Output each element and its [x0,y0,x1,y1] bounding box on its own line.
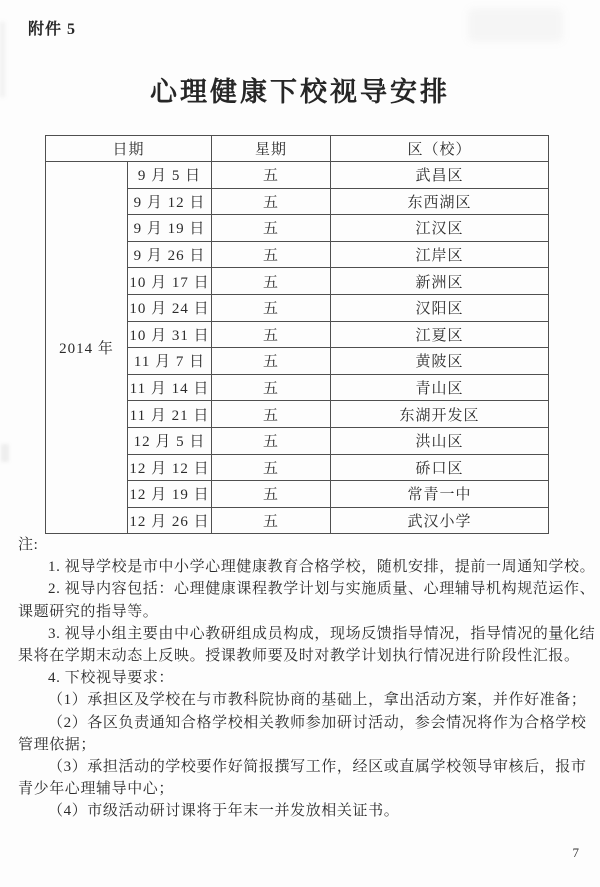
date-cell: 10 月 17 日 [128,268,212,295]
district-cell: 洪山区 [331,427,549,454]
note-line-3: 3. 视导小组主要由中心教研组成员构成，现场反馈指导情况，指导情况的量化结 [48,625,596,642]
column-header-district: 区（校） [331,136,549,162]
note-requirement-3-cont: 青少年心理辅导中心； [18,781,175,798]
note-line-2-cont: 课题研究的指导等。 [18,603,159,620]
weekday-cell: 五 [212,294,331,321]
district-cell: 东湖开发区 [331,401,549,428]
note-requirement-1: （1）承担区及学校在与市教科院协商的基础上，拿出活动方案，并作好准备； [48,692,587,709]
note-requirement-3: （3）承担活动的学校要作好简报撰写工作，经区或直属学校领导审核后，报市 [48,758,587,775]
weekday-cell: 五 [212,215,331,242]
page-title: 心理健康下校视导安排 [150,77,450,107]
note-line-3-cont: 果将在学期末动态上反映。授课教师要及时对教学计划执行情况进行阶段性汇报。 [18,647,580,664]
column-header-weekday: 星期 [212,136,331,162]
district-cell: 硚口区 [331,454,549,481]
district-cell: 新洲区 [331,268,549,295]
notes-section [18,534,596,822]
note-requirement-2-cont: 管理依据； [18,736,97,753]
date-cell: 12 月 26 日 [128,507,212,534]
district-cell: 青山区 [331,374,549,401]
district-cell: 武汉小学 [331,507,549,534]
weekday-cell: 五 [212,268,331,295]
district-cell: 黄陂区 [331,348,549,375]
scan-artifact [468,8,563,42]
date-cell: 10 月 24 日 [128,294,212,321]
date-cell: 11 月 7 日 [128,348,212,375]
note-line-4: 4. 下校视导要求： [48,670,175,687]
district-cell: 江汉区 [331,215,549,242]
date-cell: 9 月 5 日 [128,162,212,189]
weekday-cell: 五 [212,241,331,268]
table-header-row [46,136,549,162]
note-label: 注: [18,537,39,553]
weekday-cell: 五 [212,348,331,375]
date-cell: 9 月 12 日 [128,188,212,215]
note-line-1: 1. 视导学校是市中小学心理健康教育合格学校，随机安排，提前一周通知学校。 [48,559,596,576]
district-cell: 江夏区 [331,321,549,348]
weekday-cell: 五 [212,321,331,348]
weekday-cell: 五 [212,188,331,215]
date-cell: 9 月 19 日 [128,215,212,242]
year-cell: 2014 年 [46,162,128,534]
note-requirement-4: （4）市级活动研讨课将于年末一并发放相关证书。 [48,803,400,820]
district-cell: 常青一中 [331,481,549,508]
weekday-cell: 五 [212,162,331,189]
weekday-cell: 五 [212,427,331,454]
date-cell: 12 月 5 日 [128,427,212,454]
date-cell: 9 月 26 日 [128,241,212,268]
attachment-label: 附件 5 [28,21,77,38]
date-cell: 11 月 14 日 [128,374,212,401]
weekday-cell: 五 [212,454,331,481]
weekday-cell: 五 [212,481,331,508]
scan-artifact [1,444,9,462]
date-cell: 11 月 21 日 [128,401,212,428]
district-cell: 东西湖区 [331,188,549,215]
weekday-cell: 五 [212,374,331,401]
column-header-date: 日期 [46,136,212,162]
date-cell: 10 月 31 日 [128,321,212,348]
district-cell: 武昌区 [331,162,549,189]
page-number: 7 [572,845,579,860]
weekday-cell: 五 [212,507,331,534]
note-requirement-2: （2）各区负责通知合格学校相关教师参加研讨活动，参会情况将作为合格学校 [48,714,587,731]
note-line-2: 2. 视导内容包括：心理健康课程教学计划与实施质量、心理辅导机构规范运作、 [48,581,596,598]
date-cell: 12 月 19 日 [128,481,212,508]
weekday-cell: 五 [212,401,331,428]
table-row [46,162,549,189]
date-cell: 12 月 12 日 [128,454,212,481]
district-cell: 汉阳区 [331,294,549,321]
supervision-schedule-table [45,135,549,534]
district-cell: 江岸区 [331,241,549,268]
